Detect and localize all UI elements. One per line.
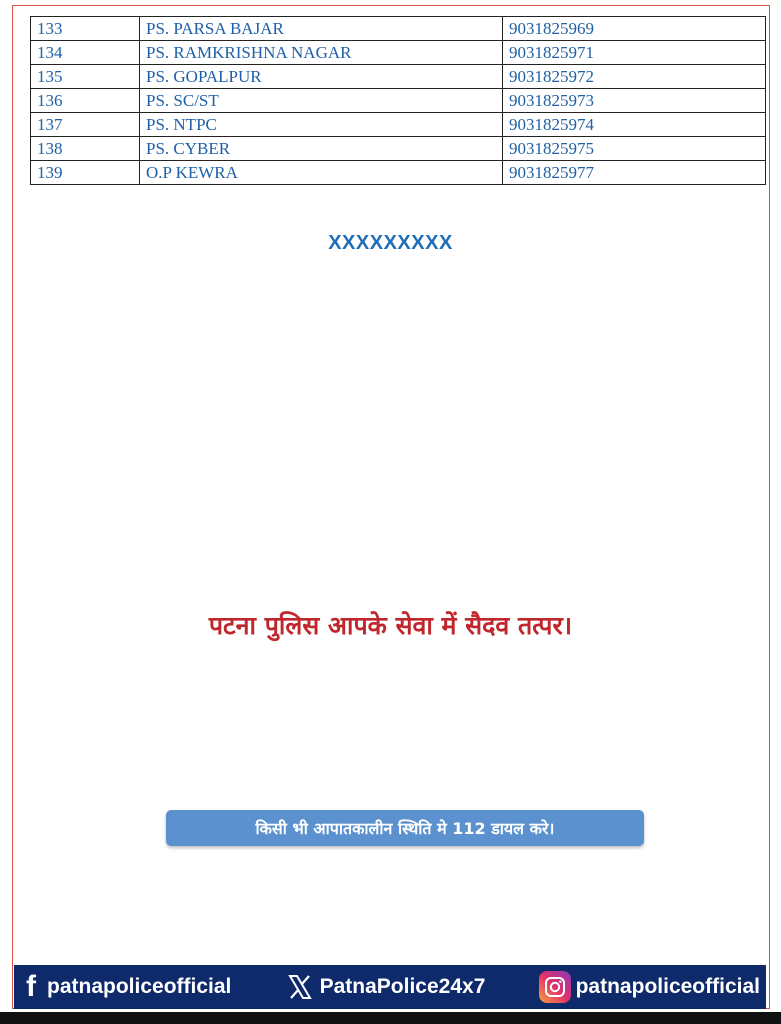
station-name: PS. SC/ST bbox=[140, 89, 503, 113]
row-number: 137 bbox=[31, 113, 140, 137]
bottom-strip bbox=[0, 1012, 781, 1024]
emergency-banner bbox=[166, 810, 644, 846]
phone-number: 9031825977 bbox=[503, 161, 766, 185]
table-row bbox=[31, 161, 766, 185]
instagram-handle[interactable] bbox=[539, 971, 760, 1003]
table-row bbox=[31, 137, 766, 161]
social-footer bbox=[14, 965, 766, 1009]
facebook-icon: f bbox=[26, 970, 36, 1003]
row-number: 136 bbox=[31, 89, 140, 113]
row-number: 134 bbox=[31, 41, 140, 65]
station-name: PS. CYBER bbox=[140, 137, 503, 161]
station-name: O.P KEWRA bbox=[140, 161, 503, 185]
table-row bbox=[31, 17, 766, 41]
instagram-icon bbox=[539, 971, 571, 1003]
emergency-banner-text: किसी भी आपातकालीन स्थिति मे 112 डायल करे। bbox=[255, 819, 555, 838]
phone-number: 9031825971 bbox=[503, 41, 766, 65]
table-row bbox=[31, 113, 766, 137]
phone-number: 9031825974 bbox=[503, 113, 766, 137]
row-number: 138 bbox=[31, 137, 140, 161]
row-number: 133 bbox=[31, 17, 140, 41]
table-row bbox=[31, 65, 766, 89]
phone-number: 9031825969 bbox=[503, 17, 766, 41]
row-number: 139 bbox=[31, 161, 140, 185]
x-handle-text: PatnaPolice24x7 bbox=[319, 975, 486, 998]
station-name: PS. GOPALPUR bbox=[140, 65, 503, 89]
table-row bbox=[31, 41, 766, 65]
facebook-handle-text: patnapoliceofficial bbox=[47, 975, 232, 998]
station-name: PS. PARSA BAJAR bbox=[140, 17, 503, 41]
x-icon bbox=[285, 972, 315, 1002]
instagram-handle-text: patnapoliceofficial bbox=[575, 975, 760, 998]
station-name: PS. RAMKRISHNA NAGAR bbox=[140, 41, 503, 65]
phone-number: 9031825973 bbox=[503, 89, 766, 113]
slogan-text: पटना पुलिस आपके सेवा में सैदव तत्पर। bbox=[208, 611, 573, 640]
x-handle[interactable] bbox=[285, 972, 486, 1002]
phone-number: 9031825975 bbox=[503, 137, 766, 161]
facebook-handle[interactable] bbox=[20, 971, 231, 1003]
table-row bbox=[31, 89, 766, 113]
row-number: 135 bbox=[31, 65, 140, 89]
station-name: PS. NTPC bbox=[140, 113, 503, 137]
section-separator: XXXXXXXXX bbox=[328, 232, 453, 254]
phone-number: 9031825972 bbox=[503, 65, 766, 89]
police-station-directory-table bbox=[30, 16, 766, 185]
